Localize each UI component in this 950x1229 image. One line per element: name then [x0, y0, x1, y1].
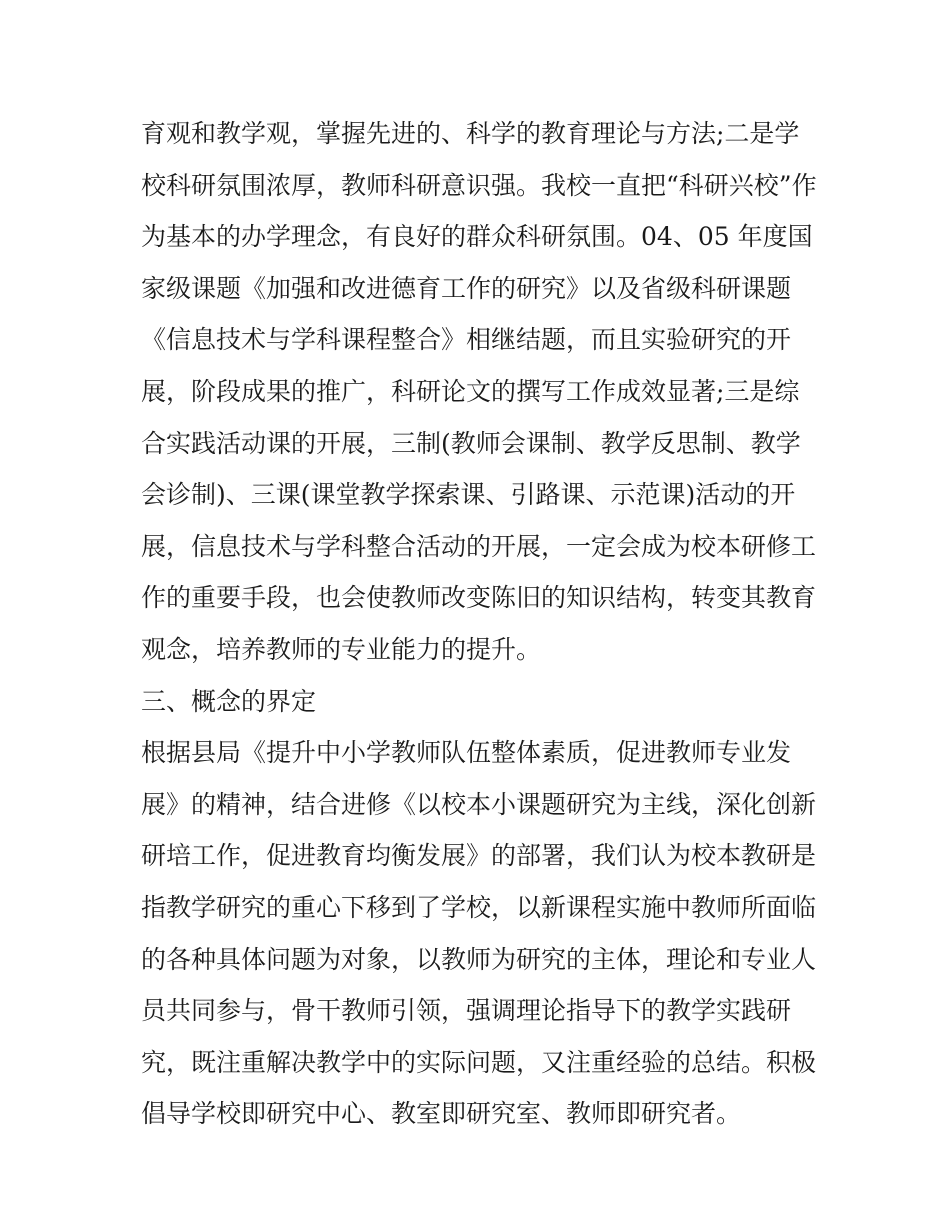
- text-line: 家级课题《加强和改进德育工作的研究》以及省级科研课题: [141, 273, 792, 303]
- text-line: 为基本的办学理念，有良好的群众科研氛围。04、05 年度国: [141, 222, 813, 252]
- text-line: 作的重要手段，也会使教师改变陈旧的知识结构，转变其教育: [141, 583, 817, 613]
- text-line: 《信息技术与学科课程整合》相继结题，而且实验研究的开: [141, 325, 792, 355]
- text-line: 观念，培养教师的专业能力的提升。: [141, 634, 542, 664]
- text-line: 倡导学校即研究中心、教室即研究室、教师即研究者。: [141, 1099, 742, 1129]
- section-heading: 三、概念的界定: [141, 686, 317, 716]
- text-line: 育观和教学观，掌握先进的、科学的教育理论与方法;二是学: [141, 119, 800, 148]
- text-line: 展，阶段成果的推广，科研论文的撰写工作成效显著;三是综: [141, 376, 800, 406]
- text-line: 展》的精神，结合进修《以校本小课题研究为主线，深化创新: [141, 789, 817, 819]
- text-line: 研培工作，促进教育均衡发展》的部署，我们认为校本教研是: [141, 841, 817, 871]
- body-text: [141, 108, 821, 1140]
- text-line: 校科研氛围浓厚，教师科研意识强。我校一直把“科研兴校”作: [141, 170, 817, 200]
- text-line: 展，信息技术与学科整合活动的开展，一定会成为校本研修工: [141, 531, 817, 561]
- text-line: 合实践活动课的开展，三制(教师会课制、教学反思制、教学: [141, 428, 801, 458]
- text-line: 的各种具体问题为对象，以教师为研究的主体，理论和专业人: [141, 944, 817, 974]
- text-line: 指教学研究的重心下移到了学校，以新课程实施中教师所面临: [141, 892, 817, 922]
- text-line: 究，既注重解决教学中的实际问题，又注重经验的总结。积极: [141, 1047, 817, 1077]
- text-line: 员共同参与，骨干教师引领，强调理论指导下的教学实践研: [141, 996, 792, 1026]
- text-line: 会诊制)、三课(课堂教学探索课、引路课、示范课)活动的开: [141, 480, 796, 510]
- text-line: 根据县局《提升中小学教师队伍整体素质，促进教师专业发: [141, 738, 792, 768]
